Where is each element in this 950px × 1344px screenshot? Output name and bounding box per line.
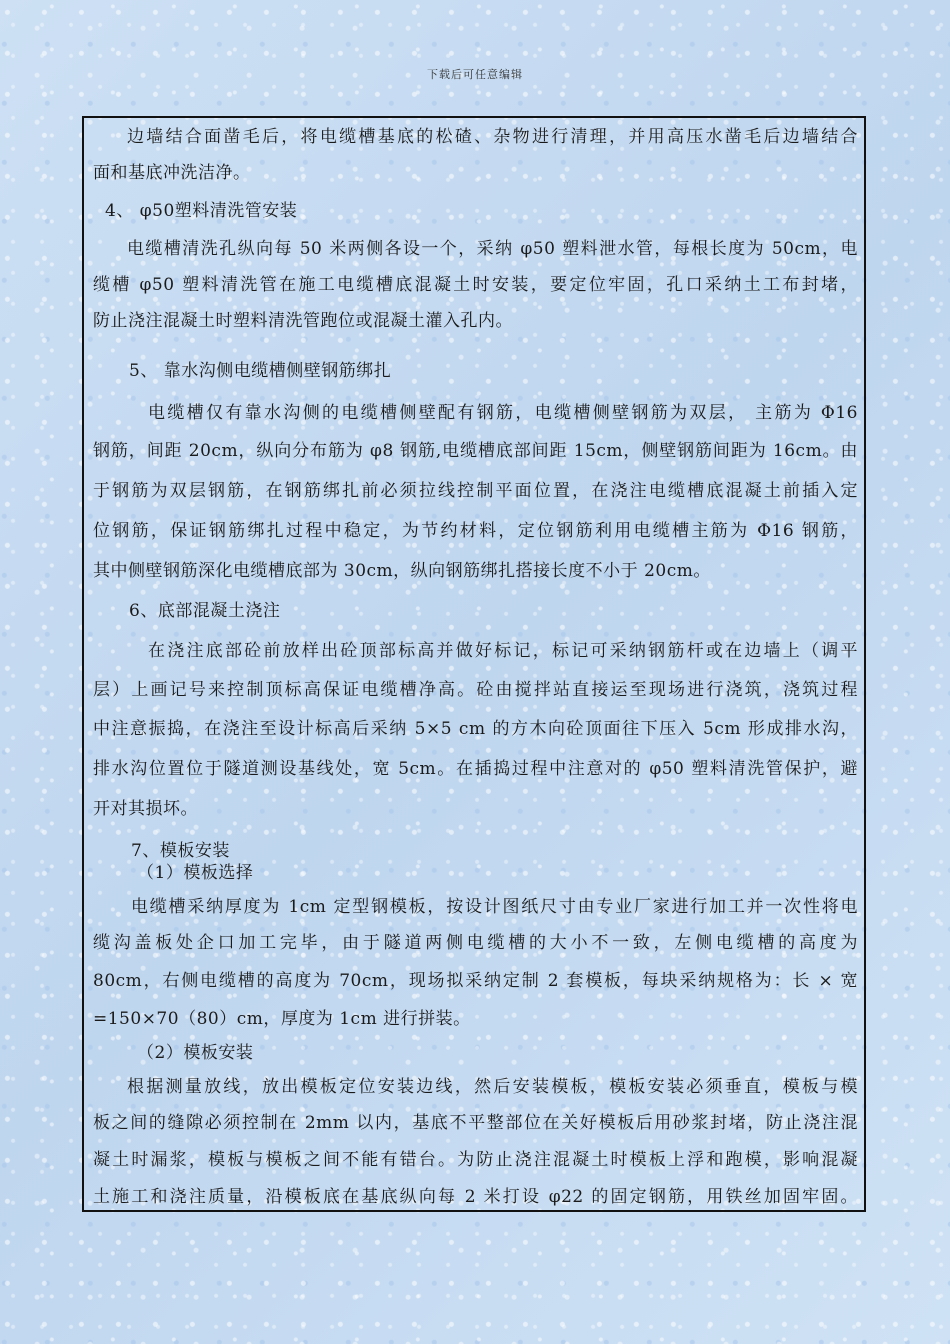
body-line: 排水沟位置位于隧道测设基线处，宽 5cm。在插捣过程中注意对的 φ50 塑料清洗管保护，避 [93, 759, 858, 779]
body-line: 开对其损坏。 [93, 799, 198, 819]
body-line: 面和基底冲洗洁净。 [93, 163, 251, 183]
body-line: 电缆槽清洗孔纵向每 50 米两侧各设一个，采纳 φ50 塑料泄水管，每根长度为 50cm，电 [127, 239, 858, 259]
header-note: 下载后可任意编辑 [427, 68, 523, 81]
body-line: 在浇注底部砼前放样出砼顶部标高并做好标记，标记可采纳钢筋杆或在边墙上（调平 [148, 641, 858, 661]
body-line: =150×70（80）cm，厚度为 1cm 进行拼装。 [93, 1009, 471, 1029]
body-line: 其中侧壁钢筋深化电缆槽底部为 30cm，纵向钢筋绑扎搭接长度不小于 20cm。 [93, 561, 711, 581]
section-heading: 7、模板安装 [131, 841, 230, 861]
body-line: 缆槽 φ50 塑料清洗管在施工电缆槽底混凝土时安装，要定位牢固，孔口采纳土工布封堵， [93, 275, 858, 295]
subsection-heading: （1）模板选择 [137, 863, 254, 883]
body-line: 根据测量放线，放出模板定位安装边线，然后安装模板，模板安装必须垂直，模板与模 [127, 1077, 858, 1097]
body-line: 边墙结合面凿毛后，将电缆槽基底的松碴、杂物进行清理，并用高压水凿毛后边墙结合 [127, 127, 858, 147]
body-line: 中注意振捣，在浇注至设计标高后采纳 5×5 cm 的方木向砼顶面往下压入 5cm 形成排水沟， [93, 719, 858, 739]
body-line: 钢筋，间距 20cm，纵向分布筋为 φ8 钢筋,电缆槽底部间距 15cm，侧壁钢筋间距为 16cm。由 [93, 441, 858, 461]
body-line: 防止浇注混凝土时塑料清洗管跑位或混凝土灌入孔内。 [93, 311, 513, 331]
body-line: 缆沟盖板处企口加工完毕，由于隧道两侧电缆槽的大小不一致，左侧电缆槽的高度为 [93, 933, 858, 953]
body-line: 板之间的缝隙必须控制在 2mm 以内，基底不平整部位在关好模板后用砂浆封堵，防止浇注混 [93, 1113, 858, 1133]
body-line: 位钢筋，保证钢筋绑扎过程中稳定，为节约材料，定位钢筋利用电缆槽主筋为 Φ16 钢筋， [93, 521, 858, 541]
body-line: 凝土时漏浆，模板与模板之间不能有错台。为防止浇注混凝土时模板上浮和跑模，影响混凝 [93, 1150, 858, 1170]
body-line: 电缆槽仅有靠水沟侧的电缆槽侧壁配有钢筋，电缆槽侧壁钢筋为双层， 主筋为 Φ16 [148, 403, 858, 423]
section-heading: 6、底部混凝土浇注 [129, 601, 281, 621]
body-line: 土施工和浇注质量，沿模板底在基底纵向每 2 米打设 φ22 的固定钢筋，用铁丝加固牢固。 [93, 1187, 858, 1207]
subsection-heading: （2）模板安装 [137, 1043, 254, 1063]
body-line: 于钢筋为双层钢筋，在钢筋绑扎前必须拉线控制平面位置，在浇注电缆槽底混凝土前插入定 [93, 481, 858, 501]
section-heading: 5、 靠水沟侧电缆槽侧壁钢筋绑扎 [129, 361, 392, 381]
body-line: 80cm，右侧电缆槽的高度为 70cm，现场拟采纳定制 2 套模板，每块采纳规格为：长 × 宽 [93, 971, 858, 991]
section-heading: 4、 φ50塑料清洗管安装 [105, 201, 298, 221]
body-line: 电缆槽采纳厚度为 1cm 定型钢模板，按设计图纸尺寸由专业厂家进行加工并一次性将电 [131, 897, 858, 917]
body-line: 层）上画记号来控制顶标高保证电缆槽净高。砼由搅拌站直接运至现场进行浇筑，浇筑过程 [93, 680, 858, 700]
